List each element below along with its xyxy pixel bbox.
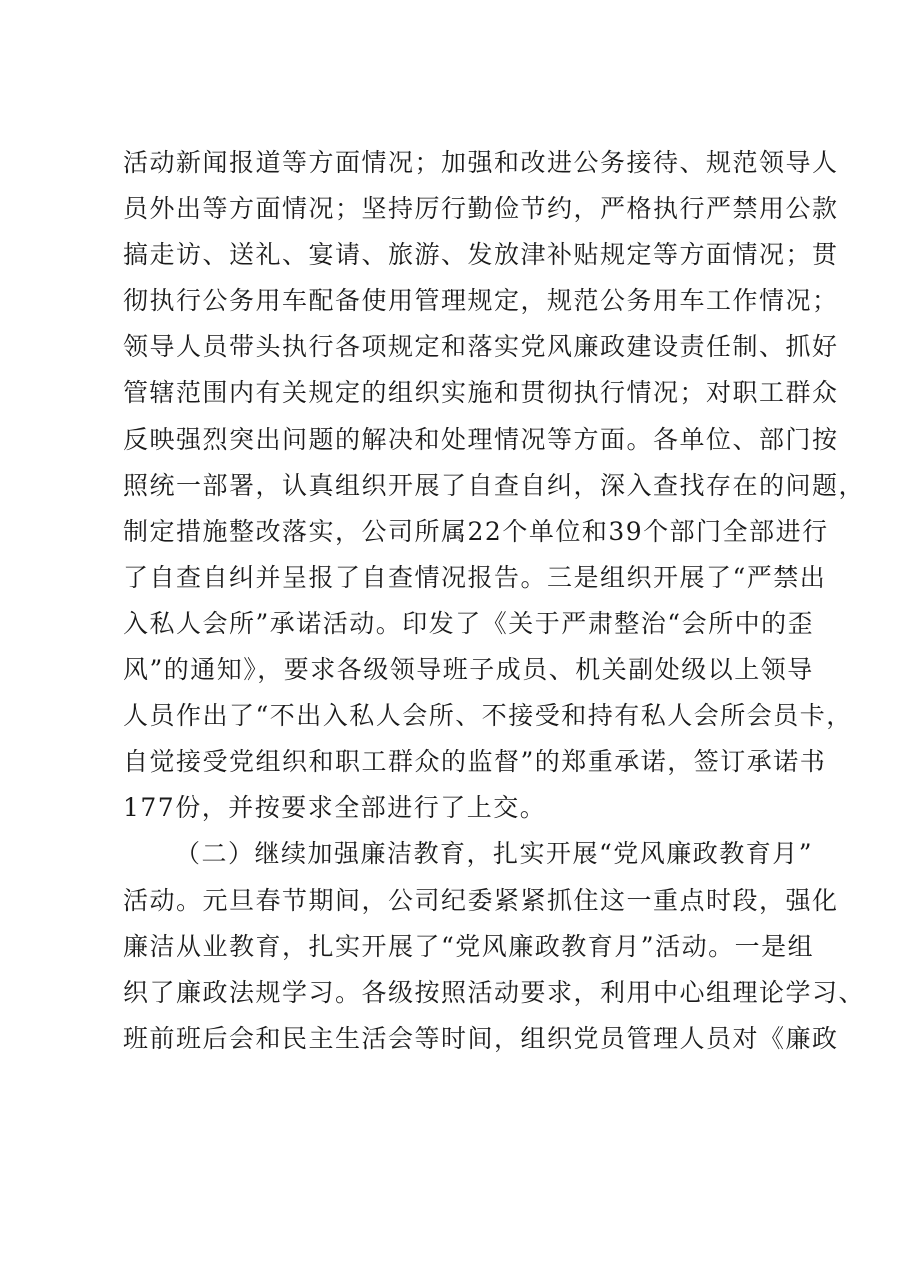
text-line: 活动。元旦春节期间，公司纪委紧紧抓住这一重点时段，强化: [123, 885, 839, 915]
text-line: 织了廉政法规学习。各级按照活动要求，利用中心组理论学习、: [123, 977, 866, 1007]
text-line: 177份，并按要求全部进行了上交。: [123, 793, 547, 823]
text-line: 照统一部署，认真组织开展了自查自纠，深入查找存在的问题，: [123, 470, 866, 500]
text-line: 班前班后会和民主生活会等时间，组织党员管理人员对《廉政: [123, 1023, 839, 1053]
section-heading-line: （二）继续加强廉洁教育，扎实开展“党风廉政教育月”: [175, 839, 814, 869]
text-line: 自觉接受党组织和职工群众的监督”的郑重承诺，签订承诺书: [123, 747, 827, 777]
text-line: 廉洁从业教育，扎实开展了“党风廉政教育月”活动。一是组: [123, 931, 815, 961]
text-line: 反映强烈突出问题的解决和处理情况等方面。各单位、部门按: [123, 424, 839, 454]
text-line: 领导人员带头执行各项规定和落实党风廉政建设责任制、抓好: [123, 332, 839, 362]
text-line: 活动新闻报道等方面情况；加强和改进公务接待、规范领导人: [123, 148, 839, 177]
text-line: 彻执行公务用车配备使用管理规定，规范公务用车工作情况；: [123, 286, 839, 316]
text-line: 管辖范围内有关规定的组织实施和贯彻执行情况；对职工群众: [123, 378, 839, 408]
text-line: 风”的通知》，要求各级领导班子成员、机关副处级以上领导: [123, 655, 814, 685]
text-line: 员外出等方面情况；坚持厉行勤俭节约，严格执行严禁用公款: [123, 194, 839, 224]
text-line: 了自查自纠并呈报了自查情况报告。三是组织开展了“严禁出: [123, 562, 827, 592]
text-line: 制定措施整改落实，公司所属22个单位和39个部门全部进行: [123, 516, 829, 546]
text-line: 人员作出了“不出入私人会所、不接受和持有私人会所会员卡，: [123, 701, 853, 731]
text-line: 搞走访、送礼、宴请、旅游、发放津补贴规定等方面情况；贯: [123, 240, 839, 270]
body-text: [123, 140, 866, 1062]
text-line: 入私人会所”承诺活动。印发了《关于严肃整治“会所中的歪: [123, 608, 815, 638]
